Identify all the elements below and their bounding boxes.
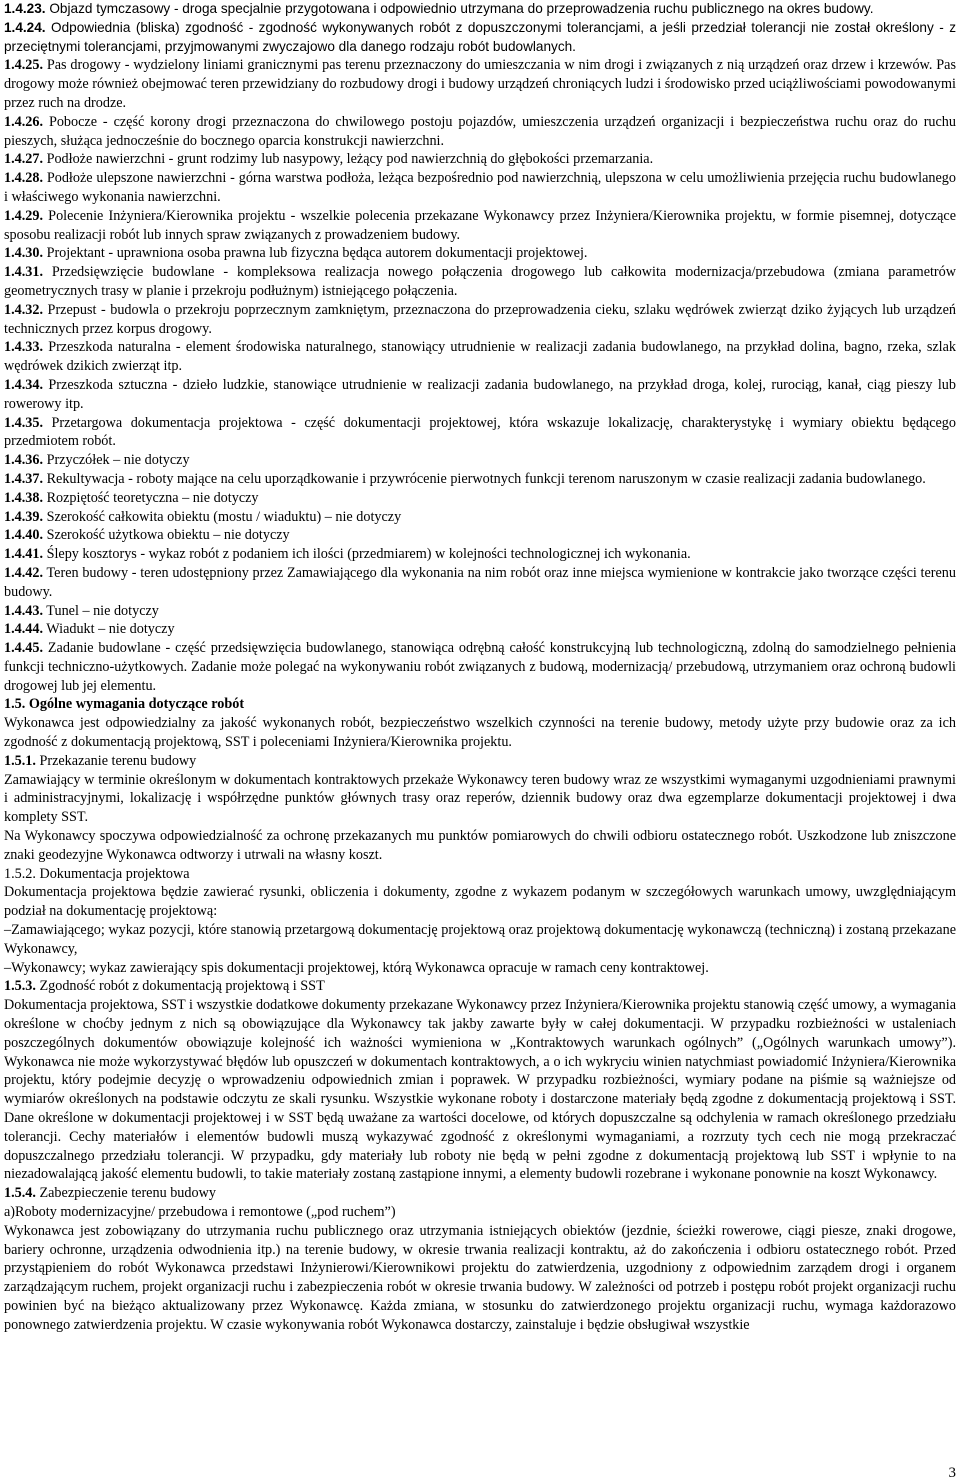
paragraph-text: Projektant - uprawniona osoba prawna lub fizyczna będąca autorem dokumentacji projektowej. (43, 245, 588, 262)
paragraph (4, 714, 956, 752)
paragraph (4, 620, 956, 639)
paragraph-text: Dokumentacja projektowa będzie zawierać rysunki, obliczenia i dokumenty, zgodne z wykazem podanym w szczegółowych warunkach umowy, uwzględniającym podział na dokumentację projektową: (4, 884, 956, 920)
paragraph (4, 451, 956, 470)
paragraph (4, 414, 956, 452)
paragraph-text: Przedsięwzięcie budowlane - kompleksowa realizacja nowego połączenia drogowego lub całkowita modernizacja/przebudowa (zmiana parametrów geometrycznych trasy w planie i przekroju podłużnym) istniejącego połączenia. (4, 264, 956, 299)
paragraph (4, 771, 956, 827)
paragraph-text: Przepust - budowla o przekroju poprzecznym zamkniętym, przeznaczona do przeprowadzenia cieku, szlaku wędrówek zwierząt dziko żyjących lub urządzeń technicznych przez korpus drogowy. (4, 301, 956, 337)
paragraph-text: Przeszkoda sztuczna - dzieło ludzkie, stanowiące utrudnienie w realizacji zadania budowlanego, na przykład droga, kolej, rurociąg, kanał, ciąg pieszy lub rowerowy itp. (4, 376, 956, 412)
paragraph (4, 489, 956, 508)
document-page (4, 0, 956, 1335)
paragraph (4, 338, 956, 376)
paragraph (4, 752, 956, 771)
paragraph (4, 207, 956, 245)
paragraph (4, 695, 956, 714)
page-number: 3 (948, 1465, 956, 1481)
section-number: 1.5.3. (4, 978, 36, 995)
paragraph-text: Przetargowa dokumentacja projektowa - część dokumentacji projektowej, która wskazuje lokalizację, charakterystykę i wymiary obiektu będącego przedmiotem robót. (4, 414, 956, 450)
paragraph (4, 564, 956, 602)
section-number: 1.4.39. (4, 508, 44, 525)
section-number: 1.4.29. (4, 207, 44, 224)
paragraph (4, 865, 956, 884)
paragraph-text: –Wykonawcy; wykaz zawierający spis dokumentacji projektowej, którą Wykonawca opracuje w ramach ceny kontraktowej. (4, 959, 709, 976)
paragraph-text: Pobocze - część korony drogi przeznaczona do chwilowego postoju pojazdów, umieszczenia urządzeń organizacji i bezpieczeństwa ruchu oraz do ruchu pieszych, służąca jednocześnie do bocznego oparcia konstrukcji nawierzchni. (4, 113, 956, 149)
section-number: 1.4.24. (4, 19, 46, 35)
paragraph (4, 1203, 956, 1222)
section-number: 1.4.26. (4, 113, 44, 130)
section-number: 1.4.43. (4, 602, 44, 619)
paragraph (4, 977, 956, 996)
section-number: 1.4.23. (4, 1, 46, 16)
paragraph-text: Objazd tymczasowy - droga specjalnie przygotowana i odpowiednio utrzymana do przeprowadzenia ruchu publicznego na okres budowy. (45, 1, 874, 16)
paragraph (4, 883, 956, 921)
section-number: 1.5.4. (4, 1185, 36, 1202)
paragraph-text: Rekultywacja - roboty mające na celu uporządkowanie i przywrócenie pierwotnych funkcji terenom naruszonym w czasie realizacji zadania budowlanego. (43, 470, 926, 487)
paragraph-text: Przekazanie terenu budowy (35, 752, 197, 769)
section-number: 1.4.28. (4, 170, 44, 187)
paragraph-text: Rozpiętość teoretyczna – nie dotyczy (43, 489, 259, 506)
paragraph-text: Tunel – nie dotyczy (43, 602, 159, 619)
section-number: 1.4.35. (4, 414, 44, 431)
paragraph-text: Odpowiednia (bliska) zgodność - zgodność wykonywanych robót z dopuszczonymi tolerancjami, a jeśli przedział tolerancji nie został określony - z przeciętnymi tolerancjami, przyjmowanymi zwyczajowo dla danego rodzaju robót budowlanych. (4, 19, 956, 54)
section-number: 1.4.45. (4, 640, 44, 657)
paragraph-text: Zamawiający w terminie określonym w dokumentach kontraktowych przekaże Wykonawcy teren budowy wraz ze wszystkimi wymaganymi uzgodnieniami prawnymi i administracyjnymi, lokalizację i współrzędne punktów głównych trasy oraz reperów, dziennik budowy oraz dwa egzemplarze dokumentacji projektowej i dwa komplety SST. (4, 771, 956, 826)
paragraph-text: Wiadukt – nie dotyczy (43, 621, 175, 638)
paragraph-text: Na Wykonawcy spoczywa odpowiedzialność za ochronę przekazanych mu punktów pomiarowych do chwili odbioru ostatecznego robót. Uszkodzone lub zniszczone znaki geodezyjne Wykonawca odtworzy i utrwali na własny koszt. (4, 828, 956, 863)
paragraph-text: Ślepy kosztorys - wykaz robót z podaniem ich ilości (przedmiarem) w kolejności technologicznej ich wykonania. (43, 546, 691, 563)
section-number: 1.5.1. (4, 752, 36, 769)
paragraph (4, 545, 956, 564)
paragraph (4, 150, 956, 169)
section-number: 1.4.42. (4, 564, 44, 581)
paragraph-text: Podłoże ulepszone nawierzchni - górna warstwa podłoża, leżąca bezpośrednio pod nawierzchnią, ulepszona w celu umożliwienia przejęcia ruchu budowlanego i właściwego wykonania nawierzchni. (4, 170, 956, 205)
section-number: 1.4.27. (4, 151, 44, 168)
paragraph (4, 301, 956, 339)
paragraph-text: Wykonawca jest odpowiedzialny za jakość wykonanych robót, bezpieczeństwo wszelkich czynności na terenie budowy, metody użyte przy budowie oraz za ich zgodność z dokumentacją projektową, SST i poleceniami Inżyniera/Kierownika projektu. (4, 715, 956, 751)
paragraph-text: Wykonawca jest zobowiązany do utrzymania ruchu publicznego oraz utrzymania istniejących obiektów (jezdnie, ścieżki rowerowe, ciągi piesze, znaki drogowe, bariery ochronne, urządzenia odwodnienia itp.) na terenie budowy, w okresie trwania realizacji kontraktu, aż do zakończenia i odbioru ostatecznego robót. Przed przystąpieniem do robót Wykonawca przedstawi Inżynierowi/Kierownikowi projektu do zatwierdzenia, uzgodniony z odpowiednim zarządem drogi i organem zarządzającym ruchem, projekt organizacji ruchu i zabezpieczenia robót w okresie trwania budowy. W zależności od potrzeb i postępu robót projekt organizacji ruchu powinien być na bieżąco aktualizowany przez Wykonawcę. Każda zmiana, w stosunku do zatwierdzonego projektu organizacji ruchu, wymaga każdorazowo ponownego zatwierdzenia projektu. W czasie wykonywania robót Wykonawca dostarczy, zainstaluje i będzie obsługiwał wszystkie (4, 1222, 956, 1333)
paragraph (4, 376, 956, 414)
paragraph (4, 1184, 956, 1203)
section-number: 1.4.41. (4, 546, 44, 563)
section-number: 1.4.25. (4, 57, 44, 74)
paragraph (4, 113, 956, 151)
paragraph-text: Dokumentacja projektowa, SST i wszystkie dodatkowe dokumenty przekazane Wykonawcy przez Inżyniera/Kierownika projektu stanowią część umowy, a wymagania określone w choćby jednym z nich są obowiązujące dla Wykonawcy tak jakby zawarte były w całej dokumentacji. W przypadku rozbieżności w ustaleniach poszczególnych dokumentów obowiązuje kolejność ich ważności wymieniona w „Kontraktowych warunkach ogólnych” („Ogólnych warunkach umowy”). Wykonawca nie może wykorzystywać błędów lub opuszczeń w dokumentach kontraktowych, a o ich wykryciu winien natychmiast powiadomić Inżyniera/Kierownika projektu, który podejmie decyzję o wprowadzeniu odpowiednich zmian i poprawek. W przypadku rozbieżności, wymiary podane na piśmie są ważniejsze od wymiarów określonych na podstawie odczytu ze skali rysunku. Wszystkie wykonane roboty i dostarczone materiały będą zgodne z dokumentacją projektową i SST. Dane określone w dokumentacji projektowej i w SST będą uważane za wartości docelowe, od których dopuszczalne są odchylenia w ramach określonego przedziału tolerancji. Cechy materiałów i elementów budowli muszą wykazywać zgodność z określonymi wymaganiami, a rozrzuty tych cech nie mogą przekraczać dopuszczalnego przedziału tolerancji. W przypadku, gdy materiały lub roboty nie będą w pełni zgodne z dokumentacją projektową lub SST i wpłynie to na niezadowalającą jakość elementu budowli, to takie materiały zostaną zastąpione innymi, a elementy budowli rozebrane i wykonane ponownie na koszt Wykonawcy. (4, 997, 956, 1183)
paragraph (4, 921, 956, 959)
paragraph-text: Zgodność robót z dokumentacją projektową i SST (35, 978, 325, 995)
section-number: 1.4.44. (4, 621, 44, 638)
paragraph (4, 169, 956, 207)
section-number: 1.4.32. (4, 301, 44, 318)
paragraph-text: Zabezpieczenie terenu budowy (35, 1185, 216, 1202)
paragraph-text: Polecenie Inżyniera/Kierownika projektu - wszelkie polecenia przekazane Wykonawcy przez Inżyniera/Kierownika projektu, w formie pisemnej, dotyczące sposobu realizacji robót lub innych spraw związanych z prowadzeniem budowy. (4, 207, 956, 243)
paragraph-text: –Zamawiającego; wykaz pozycji, które stanowią przetargową dokumentację projektową oraz projektową dokumentację wykonawczą (techniczną) i zostaną przekazane Wykonawcy, (4, 922, 956, 957)
paragraph-text: Przeszkoda naturalna - element środowiska naturalnego, stanowiący utrudnienie w realizacji zadania budowlanego, na przykład dolina, bagno, rzeka, szlak wędrówek dzikich zwierząt itp. (4, 339, 956, 375)
section-number: 1.4.36. (4, 452, 44, 469)
paragraph (4, 19, 956, 57)
paragraph (4, 0, 956, 19)
paragraph (4, 1222, 956, 1335)
paragraph-text: Teren budowy - teren udostępniony przez Zamawiającego dla wykonania na nim robót oraz inne miejsca wymienione w kontrakcie jako tworzące części terenu budowy. (4, 564, 956, 600)
paragraph (4, 827, 956, 865)
paragraph (4, 470, 956, 489)
paragraph (4, 526, 956, 545)
paragraph-text: 1.5.2. Dokumentacja projektowa (4, 865, 190, 882)
section-number: 1.4.34. (4, 376, 44, 393)
paragraph (4, 263, 956, 301)
paragraph (4, 602, 956, 621)
paragraph-text: a)Roboty modernizacyjne/ przebudowa i remontowe („pod ruchem”) (4, 1204, 396, 1220)
section-number: 1.4.33. (4, 339, 44, 356)
section-number: 1.4.31. (4, 264, 44, 281)
paragraph (4, 244, 956, 263)
paragraph (4, 639, 956, 695)
section-number: 1.4.37. (4, 470, 44, 487)
section-number: 1.5. (4, 696, 26, 713)
paragraph (4, 959, 956, 978)
paragraph (4, 56, 956, 112)
paragraph-text: Przyczółek – nie dotyczy (43, 452, 190, 469)
paragraph-text: Podłoże nawierzchni - grunt rodzimy lub nasypowy, leżący pod nawierzchnią do głębokości przemarzania. (43, 151, 654, 168)
paragraph-text: Pas drogowy - wydzielony liniami granicznymi pas terenu przeznaczony do umieszczania w nim drogi i związanych z nią urządzeń oraz drzew i krzewów. Pas drogowy może również obejmować teren przewidziany do rozbudowy drogi i budowy urządzeń chroniących ludzi i środowisko przed uciążliwościami powodowanymi przez ruch na drodze. (4, 57, 956, 111)
paragraph-text: Ogólne wymagania dotyczące robót (25, 696, 245, 713)
paragraph-text: Szerokość całkowita obiektu (mostu / wiaduktu) – nie dotyczy (43, 508, 402, 525)
paragraph-text: Szerokość użytkowa obiektu – nie dotyczy (43, 527, 290, 544)
paragraph (4, 508, 956, 527)
section-number: 1.4.40. (4, 527, 44, 544)
paragraph (4, 996, 956, 1184)
section-number: 1.4.38. (4, 489, 44, 506)
section-number: 1.4.30. (4, 245, 44, 262)
paragraph-text: Zadanie budowlane - część przedsięwzięcia budowlanego, stanowiąca odrębną całość konstrukcyjną lub technologiczną, zdolną do samodzielnego pełnienia funkcji techniczno-użytkowych. Zadanie może polegać na wykonywaniu robót związanych z budową, modernizacją/ przebudową, utrzymaniem oraz ochroną budowli drogowej lub jej elementu. (4, 640, 956, 694)
